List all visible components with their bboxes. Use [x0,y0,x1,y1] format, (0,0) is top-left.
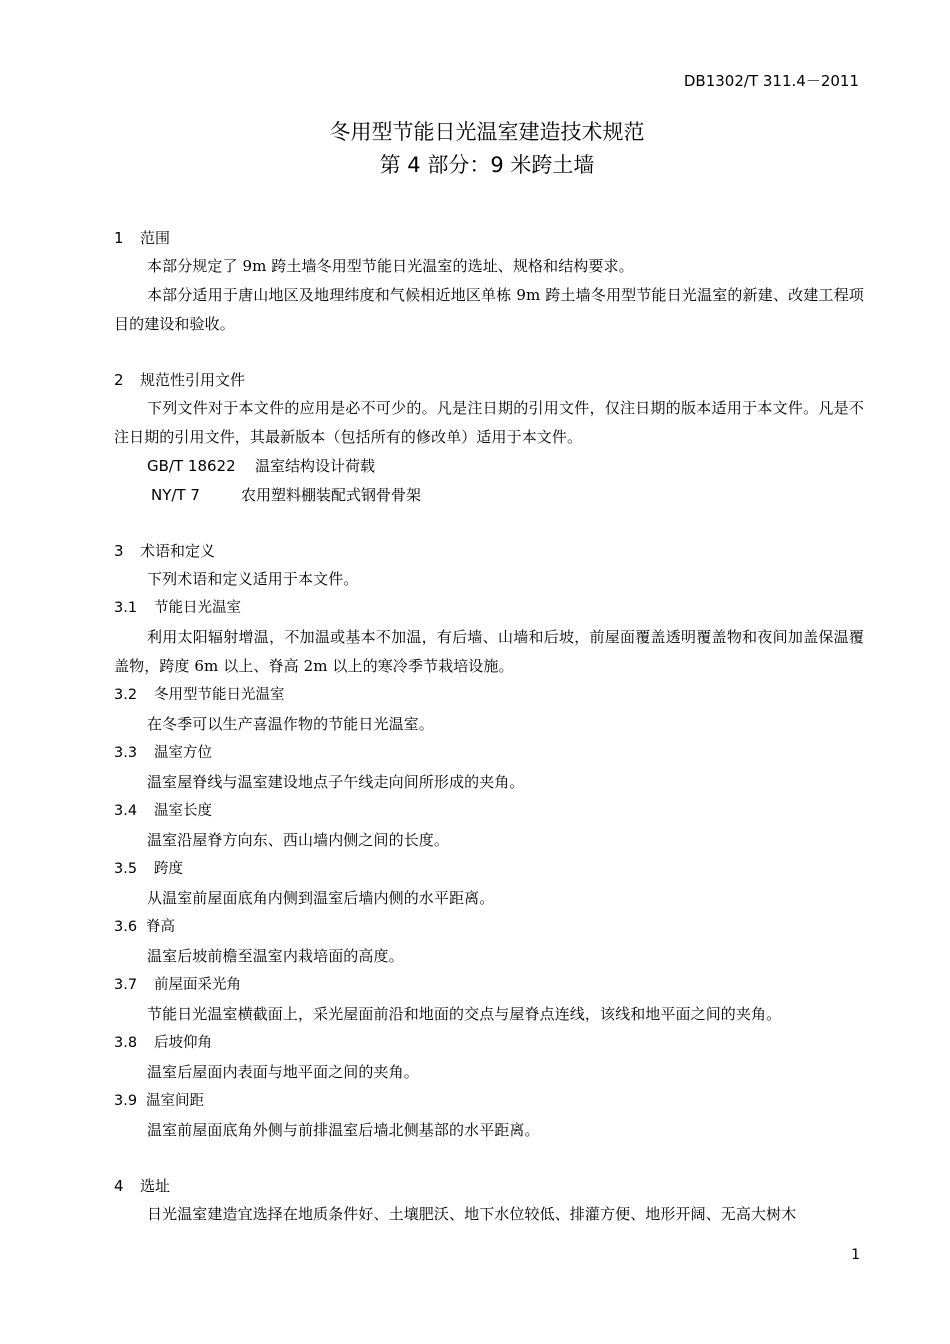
term-definition: 温室前屋面底角外侧与前排温室后墙北侧基部的水平距离。 [147,1121,540,1139]
term-name: 跨度 [154,861,183,877]
term-definition: 温室后坡前檐至温室内栽培面的高度。 [147,947,404,965]
term-definition: 节能日光温室横截面上，采光屋面前沿和地面的交点与屋脊点连线，该线和地平面之间的夹角。 [147,1005,782,1023]
term-number: 3.5 [114,861,138,877]
section-4-paragraph-1: 日光温室建造宜选择在地质条件好、土壤肥沃、地下水位较低、排灌方便、地形开阔、无高大树木 [147,1205,797,1223]
section-1-paragraph-2: 本部分适用于唐山地区及地理纬度和气候相近地区单栋 9m 跨土墙冬用型节能日光温室的新建、改建工程项目的建设和验收。 [114,286,864,333]
term-definition: 从温室前屋面底角内侧到温室后墙内侧的水平距离。 [147,889,495,907]
section-number: 4 [114,1177,124,1195]
term-heading [114,855,864,884]
term-name: 后坡仰角 [154,1035,212,1051]
term-number: 3.4 [114,803,138,819]
term-heading [114,1029,864,1058]
spacer [114,1145,864,1172]
term-name: 温室长度 [154,803,212,819]
term-heading [114,1087,864,1116]
term-heading [114,594,864,623]
reference-code: GB/T 18622 [147,457,236,475]
term-heading [114,681,864,710]
reference-title: 农用塑料棚装配式钢骨骨架 [241,486,422,504]
section-number: 2 [114,371,124,389]
term-name: 温室间距 [146,1093,204,1109]
spacer [114,339,864,366]
section-title: 范围 [140,229,171,247]
section-2-paragraph-1: 下列文件对于本文件的应用是必不可少的。凡是注日期的引用文件，仅注日期的版本适用于本文件。凡是不注日期的引用文件，其最新版本（包括所有的修改单）适用于本文件。 [114,399,864,446]
title-line-2: 第 4 部分：9 米跨土墙 [379,153,595,177]
term-name: 温室方位 [154,745,212,761]
term-name: 脊高 [146,919,175,935]
section-title: 术语和定义 [140,542,216,560]
term-name: 前屋面采光角 [154,977,241,993]
document-number: DB1302/T 311.4－2011 [683,72,859,90]
reference-code: NY/T 7 [151,486,200,504]
section-title: 规范性引用文件 [140,371,246,389]
section-4-heading [114,1172,864,1200]
section-number: 3 [114,542,124,560]
term-definition: 温室沿屋脊方向东、西山墙内侧之间的长度。 [147,831,450,849]
term-number: 3.1 [114,600,138,616]
section-1-heading [114,224,864,252]
reference-title: 温室结构设计荷载 [255,457,376,475]
reference-item [114,452,864,481]
section-3-heading [114,537,864,565]
term-number: 3.8 [114,1035,138,1051]
reference-item [114,481,864,510]
section-2-heading [114,366,864,394]
term-heading [114,971,864,1000]
term-heading [114,739,864,768]
section-title: 选址 [140,1177,171,1195]
title-line-1: 冬用型节能日光温室建造技术规范 [329,120,645,144]
term-number: 3.9 [114,1093,138,1109]
term-number: 3.2 [114,687,138,703]
term-definition: 在冬季可以生产喜温作物的节能日光温室。 [147,715,434,733]
section-number: 1 [114,229,124,247]
section-1-paragraph-1: 本部分规定了 9m 跨土墙冬用型节能日光温室的选址、规格和结构要求。 [147,257,634,275]
term-definition: 温室后屋面内表面与地平面之间的夹角。 [147,1063,419,1081]
term-number: 3.7 [114,977,138,993]
section-3-paragraph-1: 下列术语和定义适用于本文件。 [147,570,359,588]
term-number: 3.6 [114,919,138,935]
term-name: 节能日光温室 [154,600,241,616]
term-heading [114,913,864,942]
page-number: 1 [851,1247,860,1263]
term-definition: 温室屋脊线与温室建设地点子午线走向间所形成的夹角。 [147,773,525,791]
term-heading [114,797,864,826]
document-body [114,224,864,1229]
document-title [0,116,950,182]
term-definition: 利用太阳辐射增温，不加温或基本不加温，有后墙、山墙和后坡，前屋面覆盖透明覆盖物和夜间加盖保温覆盖物，跨度 6m 以上、脊高 2m 以上的寒冷季节栽培设施。 [114,628,864,675]
spacer [114,510,864,537]
term-name: 冬用型节能日光温室 [154,687,285,703]
term-number: 3.3 [114,745,138,761]
